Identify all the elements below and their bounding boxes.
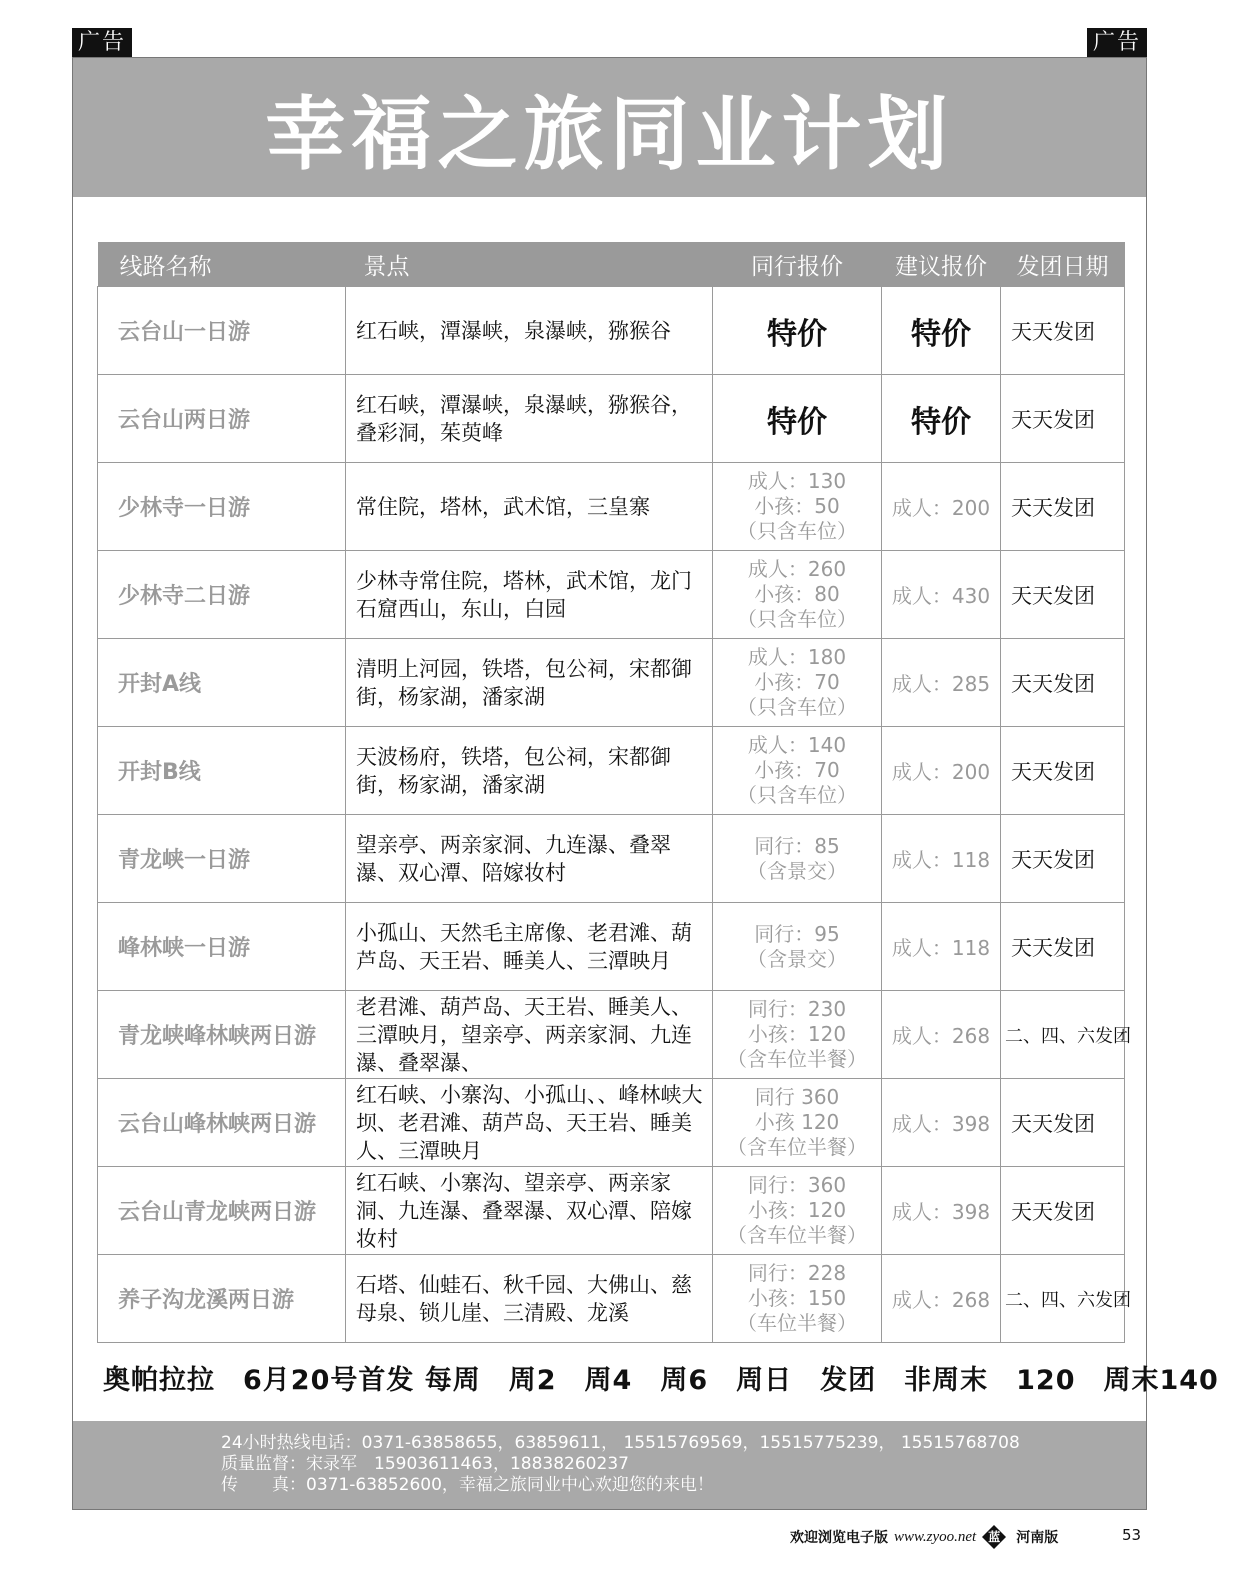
ad-label-right: 广告	[1087, 28, 1147, 58]
peer-price-line: 同行：360	[747, 1173, 847, 1197]
route-spots: 红石峡、小寨沟、小孤山、、峰林峡大坝、老君滩、葫芦岛、天王岩、睡美人、三潭映月	[346, 1079, 713, 1167]
route-name: 少林寺二日游	[98, 551, 346, 639]
table-row	[98, 815, 1125, 903]
suggested-price: 成人：268	[882, 1255, 1001, 1343]
peer-price-line: 同行 360	[754, 1085, 840, 1109]
departure-date: 天天发团	[1001, 903, 1125, 991]
peer-price-line: 小孩：50	[754, 494, 840, 518]
route-name: 云台山两日游	[98, 375, 346, 463]
peer-price-line: 特价	[767, 316, 827, 352]
route-name: 开封B线	[98, 727, 346, 815]
suggested-price: 成人：268	[882, 991, 1001, 1079]
route-name: 云台山青龙峡两日游	[98, 1167, 346, 1255]
edition-label: 河南版	[1016, 1530, 1059, 1546]
peer-price-line: （只含车位）	[737, 695, 857, 719]
route-name: 少林寺一日游	[98, 463, 346, 551]
route-name: 养子沟龙溪两日游	[98, 1255, 346, 1343]
ad-frame	[72, 57, 1219, 1510]
peer-price-line: （只含车位）	[737, 783, 857, 807]
route-spots: 天波杨府，铁塔，包公祠，宋都御街，杨家湖，潘家湖	[346, 727, 713, 815]
route-spots: 红石峡、小寨沟、望亲亭、两亲家洞、九连瀑、叠翠瀑、双心潭、陪嫁妆村	[346, 1167, 713, 1255]
page-title: 幸福之旅同业计划	[265, 88, 954, 181]
table-row	[98, 991, 1125, 1079]
peer-price-line: 同行：95	[754, 921, 840, 946]
table-body	[98, 287, 1131, 1343]
welcome-text: 欢迎浏览电子版	[790, 1530, 888, 1546]
header-route: 线路名称	[98, 242, 346, 287]
peer-price	[713, 639, 882, 727]
suggested-price: 成人：398	[882, 1079, 1001, 1167]
peer-price-line: 小孩 120	[754, 1110, 840, 1134]
table-row	[98, 1255, 1125, 1343]
header-date: 发团日期	[1001, 242, 1125, 287]
route-spots: 红石峡，潭瀑峡，泉瀑峡，猕猴谷	[346, 287, 713, 375]
suggested-price: 成人：118	[882, 903, 1001, 991]
header-spots: 景点	[346, 242, 713, 287]
peer-price-line: （只含车位）	[737, 519, 857, 543]
route-spots: 小孤山、天然毛主席像、老君滩、葫芦岛、天王岩、睡美人、三潭映月	[346, 903, 713, 991]
table-header-row	[98, 242, 1125, 287]
departure-date: 天天发团	[1001, 727, 1125, 815]
route-spots: 望亲亭、两亲家洞、九连瀑、叠翠瀑、双心潭、陪嫁妆村	[346, 815, 713, 903]
route-name: 云台山一日游	[98, 287, 346, 375]
supervision-text: 质量监督：宋录军 15903611463，18838260237	[221, 1454, 629, 1474]
peer-price-line: 同行：230	[747, 997, 847, 1021]
table-row	[98, 639, 1125, 727]
peer-price-line: 成人：130	[747, 469, 847, 493]
departure-date: 天天发团	[1001, 1079, 1125, 1167]
peer-price	[713, 991, 882, 1079]
peer-price	[713, 727, 882, 815]
table-row	[98, 1079, 1125, 1167]
departure-date: 天天发团	[1001, 815, 1125, 903]
suggested-price: 成人：200	[882, 727, 1001, 815]
route-spots: 清明上河园，铁塔，包公祠，宋都御街，杨家湖，潘家湖	[346, 639, 713, 727]
peer-price-line: （车位半餐）	[737, 1311, 857, 1335]
peer-price	[713, 551, 882, 639]
table-row	[98, 463, 1125, 551]
hotline-text: 24小时热线电话：0371-63858655，63859611， 15515769569，15515775239， 15515768708	[221, 1433, 1020, 1453]
peer-price-line: 小孩：120	[747, 1022, 847, 1046]
departure-date: 二、四、六发团	[1001, 991, 1125, 1079]
peer-price-line: 小孩：70	[754, 670, 840, 694]
departure-date: 天天发团	[1001, 1167, 1125, 1255]
peer-price-line: 小孩：150	[747, 1286, 847, 1310]
departure-date: 天天发团	[1001, 287, 1125, 375]
peer-price	[713, 287, 882, 375]
departure-date: 天天发团	[1001, 375, 1125, 463]
peer-price-line: 成人：140	[747, 733, 847, 757]
route-name: 云台山峰林峡两日游	[98, 1079, 346, 1167]
route-name: 青龙峡一日游	[98, 815, 346, 903]
peer-price	[713, 463, 882, 551]
peer-price	[713, 815, 882, 903]
route-spots: 石塔、仙蛙石、秋千园、大佛山、慈母泉、锁儿崖、三清殿、龙溪	[346, 1255, 713, 1343]
departure-date: 天天发团	[1001, 463, 1125, 551]
departure-date: 天天发团	[1001, 639, 1125, 727]
table-row	[98, 1167, 1125, 1255]
suggested-price: 特价	[882, 375, 1001, 463]
page-footer-bar	[790, 1526, 1058, 1548]
table-row	[98, 903, 1125, 991]
route-spots: 常住院，塔林，武术馆，三皇寨	[346, 463, 713, 551]
peer-price	[713, 1079, 882, 1167]
suggested-price: 成人：118	[882, 815, 1001, 903]
peer-price-line: 小孩：120	[747, 1198, 847, 1222]
peer-price-line: 同行：85	[754, 833, 840, 858]
suggested-price: 特价	[882, 287, 1001, 375]
table-row	[98, 375, 1125, 463]
route-spots: 红石峡，潭瀑峡，泉瀑峡，猕猴谷，叠彩洞，茱萸峰	[346, 375, 713, 463]
peer-price	[713, 1255, 882, 1343]
table-row	[98, 287, 1125, 375]
peer-price-line: （含景交）	[747, 946, 847, 971]
peer-price-line: （只含车位）	[737, 607, 857, 631]
ad-label-left: 广告	[72, 28, 132, 58]
fax-text: 传 真：0371-63852600，幸福之旅同业中心欢迎您的来电！	[221, 1475, 714, 1495]
peer-price-line: 成人：260	[747, 557, 847, 581]
logo-char: 蓝	[988, 1530, 1001, 1544]
departure-date: 天天发团	[1001, 551, 1125, 639]
suggested-price: 成人：285	[882, 639, 1001, 727]
route-spots: 少林寺常住院，塔林，武术馆，龙门石窟西山，东山，白园	[346, 551, 713, 639]
route-spots: 老君滩、葫芦岛、天王岩、睡美人、三潭映月，望亲亭、两亲家洞、九连瀑、叠翠瀑、	[346, 991, 713, 1079]
suggested-price: 成人：430	[882, 551, 1001, 639]
peer-price-line: （含车位半餐）	[727, 1047, 867, 1071]
page-number: 53	[1122, 1526, 1142, 1544]
peer-price-line: 小孩：70	[754, 758, 840, 782]
peer-price-line: （含车位半餐）	[727, 1223, 867, 1247]
peer-price	[713, 375, 882, 463]
contact-footer	[73, 1421, 1146, 1509]
peer-price-line: 成人：180	[747, 645, 847, 669]
peer-price	[713, 903, 882, 991]
peer-price-line: 小孩：80	[754, 582, 840, 606]
peer-price-line: （含景交）	[747, 858, 847, 883]
suggested-price: 成人：398	[882, 1167, 1001, 1255]
website-link[interactable]: www.zyoo.net	[894, 1528, 977, 1545]
peer-price-line: 特价	[767, 404, 827, 440]
route-name: 峰林峡一日游	[98, 903, 346, 991]
header-peer-price: 同行报价	[713, 242, 882, 287]
route-name: 青龙峡峰林峡两日游	[98, 991, 346, 1079]
table-row	[98, 727, 1125, 815]
peer-price	[713, 1167, 882, 1255]
promo-line: 奥帕拉拉 6月20号首发 每周 周2 周4 周6 周日 发团 非周末 120 周末140	[103, 1365, 1219, 1396]
header-suggest-price: 建议报价	[882, 242, 1001, 287]
title-banner	[73, 58, 1146, 197]
peer-price-line: 同行：228	[747, 1261, 847, 1285]
peer-price-line: （含车位半餐）	[727, 1135, 867, 1159]
publisher-logo-icon	[982, 1525, 1006, 1549]
suggested-price: 成人：200	[882, 463, 1001, 551]
departure-date: 二、四、六发团	[1001, 1255, 1125, 1343]
route-name: 开封A线	[98, 639, 346, 727]
tour-plan-table	[97, 242, 1131, 1343]
table-row	[98, 551, 1125, 639]
